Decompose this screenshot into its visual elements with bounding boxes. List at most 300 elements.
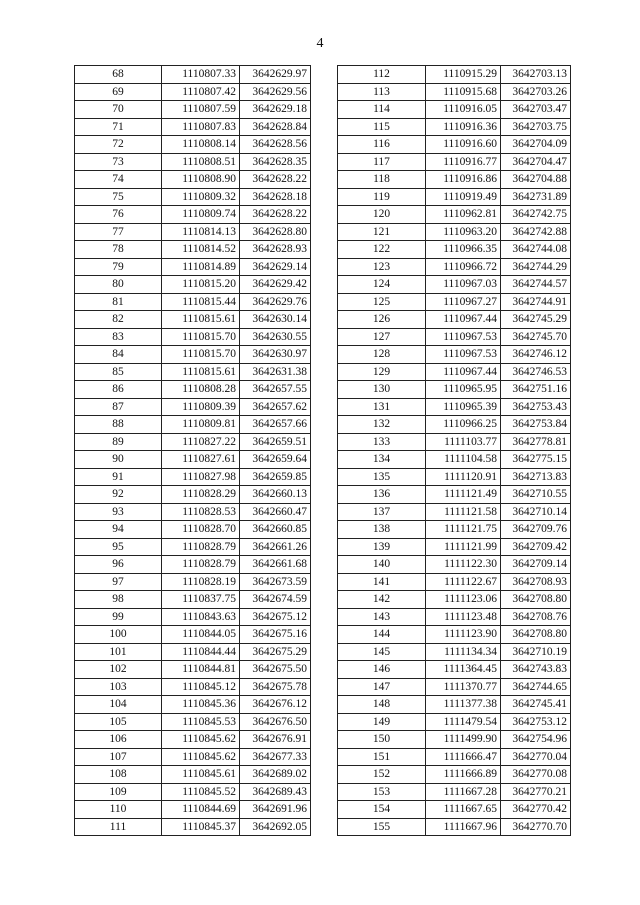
table-row <box>75 538 311 556</box>
y-coordinate-cell: 3642630.97 <box>240 346 311 364</box>
point-number-cell: 81 <box>75 293 162 311</box>
table-row <box>338 731 571 749</box>
point-number-cell: 79 <box>75 258 162 276</box>
table-row <box>338 696 571 714</box>
y-coordinate-cell: 3642703.26 <box>501 83 571 101</box>
x-coordinate-cell: 1111667.65 <box>426 801 501 819</box>
point-number-cell: 130 <box>338 381 426 399</box>
point-number-cell: 100 <box>75 626 162 644</box>
x-coordinate-cell: 1110967.53 <box>426 328 501 346</box>
table-row <box>338 101 571 119</box>
table-row <box>338 346 571 364</box>
x-coordinate-cell: 1110963.20 <box>426 223 501 241</box>
y-coordinate-cell: 3642630.55 <box>240 328 311 346</box>
x-coordinate-cell: 1110967.03 <box>426 276 501 294</box>
point-number-cell: 148 <box>338 696 426 714</box>
table-row <box>75 293 311 311</box>
point-number-cell: 101 <box>75 643 162 661</box>
table-row <box>338 118 571 136</box>
x-coordinate-cell: 1111667.28 <box>426 783 501 801</box>
x-coordinate-cell: 1110845.53 <box>162 713 240 731</box>
y-coordinate-cell: 3642753.84 <box>501 416 571 434</box>
point-number-cell: 136 <box>338 486 426 504</box>
coordinates-table-right <box>337 65 571 836</box>
x-coordinate-cell: 1111666.89 <box>426 766 501 784</box>
y-coordinate-cell: 3642745.70 <box>501 328 571 346</box>
x-coordinate-cell: 1110844.69 <box>162 801 240 819</box>
table-row <box>338 451 571 469</box>
point-number-cell: 138 <box>338 521 426 539</box>
y-coordinate-cell: 3642710.19 <box>501 643 571 661</box>
point-number-cell: 69 <box>75 83 162 101</box>
x-coordinate-cell: 1111370.77 <box>426 678 501 696</box>
point-number-cell: 120 <box>338 206 426 224</box>
x-coordinate-cell: 1110807.59 <box>162 101 240 119</box>
y-coordinate-cell: 3642778.81 <box>501 433 571 451</box>
x-coordinate-cell: 1110967.53 <box>426 346 501 364</box>
point-number-cell: 107 <box>75 748 162 766</box>
table-row <box>75 783 311 801</box>
table-row <box>75 573 311 591</box>
point-number-cell: 74 <box>75 171 162 189</box>
y-coordinate-cell: 3642628.22 <box>240 206 311 224</box>
point-number-cell: 126 <box>338 311 426 329</box>
x-coordinate-cell: 1110845.62 <box>162 748 240 766</box>
y-coordinate-cell: 3642703.13 <box>501 66 571 84</box>
point-number-cell: 139 <box>338 538 426 556</box>
y-coordinate-cell: 3642657.62 <box>240 398 311 416</box>
y-coordinate-cell: 3642744.08 <box>501 241 571 259</box>
point-number-cell: 149 <box>338 713 426 731</box>
table-row <box>338 556 571 574</box>
x-coordinate-cell: 1111667.96 <box>426 818 501 836</box>
x-coordinate-cell: 1110966.25 <box>426 416 501 434</box>
point-number-cell: 86 <box>75 381 162 399</box>
point-number-cell: 75 <box>75 188 162 206</box>
x-coordinate-cell: 1111123.06 <box>426 591 501 609</box>
point-number-cell: 118 <box>338 171 426 189</box>
point-number-cell: 83 <box>75 328 162 346</box>
x-coordinate-cell: 1110915.29 <box>426 66 501 84</box>
table-row <box>338 766 571 784</box>
point-number-cell: 134 <box>338 451 426 469</box>
table-row <box>75 241 311 259</box>
table-row <box>75 468 311 486</box>
table-row <box>75 136 311 154</box>
table-row <box>75 818 311 836</box>
y-coordinate-cell: 3642754.96 <box>501 731 571 749</box>
x-coordinate-cell: 1110815.70 <box>162 328 240 346</box>
point-number-cell: 94 <box>75 521 162 539</box>
table-row <box>75 416 311 434</box>
point-number-cell: 137 <box>338 503 426 521</box>
x-coordinate-cell: 1111122.67 <box>426 573 501 591</box>
table-row <box>75 171 311 189</box>
y-coordinate-cell: 3642660.13 <box>240 486 311 504</box>
table-row <box>75 311 311 329</box>
point-number-cell: 85 <box>75 363 162 381</box>
point-number-cell: 68 <box>75 66 162 84</box>
point-number-cell: 97 <box>75 573 162 591</box>
table-row <box>338 241 571 259</box>
x-coordinate-cell: 1111364.45 <box>426 661 501 679</box>
x-coordinate-cell: 1110815.61 <box>162 311 240 329</box>
y-coordinate-cell: 3642629.97 <box>240 66 311 84</box>
x-coordinate-cell: 1111123.48 <box>426 608 501 626</box>
y-coordinate-cell: 3642709.42 <box>501 538 571 556</box>
y-coordinate-cell: 3642709.14 <box>501 556 571 574</box>
x-coordinate-cell: 1110809.81 <box>162 416 240 434</box>
table-row <box>75 661 311 679</box>
y-coordinate-cell: 3642710.14 <box>501 503 571 521</box>
y-coordinate-cell: 3642661.26 <box>240 538 311 556</box>
table-row <box>75 153 311 171</box>
point-number-cell: 78 <box>75 241 162 259</box>
point-number-cell: 77 <box>75 223 162 241</box>
point-number-cell: 145 <box>338 643 426 661</box>
table-row <box>75 626 311 644</box>
table-row <box>338 83 571 101</box>
table-row <box>75 766 311 784</box>
y-coordinate-cell: 3642629.14 <box>240 258 311 276</box>
table-row <box>75 643 311 661</box>
x-coordinate-cell: 1110967.44 <box>426 363 501 381</box>
y-coordinate-cell: 3642710.55 <box>501 486 571 504</box>
point-number-cell: 133 <box>338 433 426 451</box>
point-number-cell: 115 <box>338 118 426 136</box>
point-number-cell: 150 <box>338 731 426 749</box>
point-number-cell: 140 <box>338 556 426 574</box>
point-number-cell: 91 <box>75 468 162 486</box>
table-row <box>75 451 311 469</box>
table-row <box>338 503 571 521</box>
y-coordinate-cell: 3642628.80 <box>240 223 311 241</box>
point-number-cell: 153 <box>338 783 426 801</box>
y-coordinate-cell: 3642770.70 <box>501 818 571 836</box>
x-coordinate-cell: 1110828.53 <box>162 503 240 521</box>
point-number-cell: 106 <box>75 731 162 749</box>
point-number-cell: 87 <box>75 398 162 416</box>
y-coordinate-cell: 3642746.12 <box>501 346 571 364</box>
point-number-cell: 88 <box>75 416 162 434</box>
y-coordinate-cell: 3642628.56 <box>240 136 311 154</box>
table-row <box>75 556 311 574</box>
x-coordinate-cell: 1111122.30 <box>426 556 501 574</box>
y-coordinate-cell: 3642775.15 <box>501 451 571 469</box>
y-coordinate-cell: 3642753.12 <box>501 713 571 731</box>
y-coordinate-cell: 3642704.88 <box>501 171 571 189</box>
point-number-cell: 123 <box>338 258 426 276</box>
table-row <box>338 398 571 416</box>
point-number-cell: 111 <box>75 818 162 836</box>
table-row <box>75 731 311 749</box>
point-number-cell: 99 <box>75 608 162 626</box>
y-coordinate-cell: 3642709.76 <box>501 521 571 539</box>
x-coordinate-cell: 1111134.34 <box>426 643 501 661</box>
x-coordinate-cell: 1110962.81 <box>426 206 501 224</box>
y-coordinate-cell: 3642753.43 <box>501 398 571 416</box>
table-row <box>338 486 571 504</box>
y-coordinate-cell: 3642708.93 <box>501 573 571 591</box>
table-row <box>338 608 571 626</box>
y-coordinate-cell: 3642742.75 <box>501 206 571 224</box>
table-row <box>75 381 311 399</box>
x-coordinate-cell: 1111377.38 <box>426 696 501 714</box>
x-coordinate-cell: 1110828.79 <box>162 556 240 574</box>
table-row <box>75 433 311 451</box>
y-coordinate-cell: 3642703.75 <box>501 118 571 136</box>
table-row <box>338 171 571 189</box>
x-coordinate-cell: 1110809.39 <box>162 398 240 416</box>
point-number-cell: 117 <box>338 153 426 171</box>
table-row <box>75 503 311 521</box>
x-coordinate-cell: 1110916.36 <box>426 118 501 136</box>
x-coordinate-cell: 1111104.58 <box>426 451 501 469</box>
table-row <box>75 223 311 241</box>
x-coordinate-cell: 1110808.28 <box>162 381 240 399</box>
x-coordinate-cell: 1110815.61 <box>162 363 240 381</box>
x-coordinate-cell: 1110845.61 <box>162 766 240 784</box>
point-number-cell: 135 <box>338 468 426 486</box>
point-number-cell: 147 <box>338 678 426 696</box>
x-coordinate-cell: 1110965.39 <box>426 398 501 416</box>
y-coordinate-cell: 3642628.84 <box>240 118 311 136</box>
y-coordinate-cell: 3642708.80 <box>501 626 571 644</box>
x-coordinate-cell: 1110828.19 <box>162 573 240 591</box>
table-row <box>338 258 571 276</box>
y-coordinate-cell: 3642628.93 <box>240 241 311 259</box>
x-coordinate-cell: 1110814.13 <box>162 223 240 241</box>
point-number-cell: 82 <box>75 311 162 329</box>
y-coordinate-cell: 3642659.51 <box>240 433 311 451</box>
point-number-cell: 151 <box>338 748 426 766</box>
point-number-cell: 131 <box>338 398 426 416</box>
x-coordinate-cell: 1110916.86 <box>426 171 501 189</box>
y-coordinate-cell: 3642770.21 <box>501 783 571 801</box>
y-coordinate-cell: 3642630.14 <box>240 311 311 329</box>
x-coordinate-cell: 1110844.44 <box>162 643 240 661</box>
x-coordinate-cell: 1111479.54 <box>426 713 501 731</box>
y-coordinate-cell: 3642692.05 <box>240 818 311 836</box>
point-number-cell: 116 <box>338 136 426 154</box>
x-coordinate-cell: 1110844.81 <box>162 661 240 679</box>
x-coordinate-cell: 1110828.29 <box>162 486 240 504</box>
x-coordinate-cell: 1111121.75 <box>426 521 501 539</box>
y-coordinate-cell: 3642675.12 <box>240 608 311 626</box>
coordinates-table-left <box>74 65 311 836</box>
point-number-cell: 125 <box>338 293 426 311</box>
table-row <box>75 713 311 731</box>
x-coordinate-cell: 1110845.37 <box>162 818 240 836</box>
y-coordinate-cell: 3642713.83 <box>501 468 571 486</box>
table-row <box>338 626 571 644</box>
table-row <box>75 101 311 119</box>
point-number-cell: 124 <box>338 276 426 294</box>
point-number-cell: 92 <box>75 486 162 504</box>
x-coordinate-cell: 1110808.90 <box>162 171 240 189</box>
y-coordinate-cell: 3642675.29 <box>240 643 311 661</box>
y-coordinate-cell: 3642676.12 <box>240 696 311 714</box>
y-coordinate-cell: 3642675.50 <box>240 661 311 679</box>
table-row <box>75 66 311 84</box>
y-coordinate-cell: 3642629.42 <box>240 276 311 294</box>
x-coordinate-cell: 1110815.44 <box>162 293 240 311</box>
table-row <box>75 521 311 539</box>
point-number-cell: 80 <box>75 276 162 294</box>
point-number-cell: 146 <box>338 661 426 679</box>
table-row <box>338 713 571 731</box>
table-row <box>338 468 571 486</box>
table-row <box>338 521 571 539</box>
point-number-cell: 141 <box>338 573 426 591</box>
y-coordinate-cell: 3642676.91 <box>240 731 311 749</box>
point-number-cell: 142 <box>338 591 426 609</box>
point-number-cell: 104 <box>75 696 162 714</box>
table-row <box>75 206 311 224</box>
table-row <box>75 748 311 766</box>
table-row <box>338 678 571 696</box>
table-row <box>75 696 311 714</box>
x-coordinate-cell: 1111120.91 <box>426 468 501 486</box>
x-coordinate-cell: 1110967.44 <box>426 311 501 329</box>
table-row <box>338 66 571 84</box>
x-coordinate-cell: 1110916.60 <box>426 136 501 154</box>
x-coordinate-cell: 1110965.95 <box>426 381 501 399</box>
point-number-cell: 93 <box>75 503 162 521</box>
x-coordinate-cell: 1110843.63 <box>162 608 240 626</box>
point-number-cell: 102 <box>75 661 162 679</box>
table-row <box>338 783 571 801</box>
y-coordinate-cell: 3642770.42 <box>501 801 571 819</box>
y-coordinate-cell: 3642746.53 <box>501 363 571 381</box>
y-coordinate-cell: 3642745.29 <box>501 311 571 329</box>
point-number-cell: 154 <box>338 801 426 819</box>
x-coordinate-cell: 1110916.05 <box>426 101 501 119</box>
x-coordinate-cell: 1110845.12 <box>162 678 240 696</box>
x-coordinate-cell: 1110827.98 <box>162 468 240 486</box>
y-coordinate-cell: 3642704.47 <box>501 153 571 171</box>
point-number-cell: 90 <box>75 451 162 469</box>
x-coordinate-cell: 1110807.83 <box>162 118 240 136</box>
y-coordinate-cell: 3642660.47 <box>240 503 311 521</box>
x-coordinate-cell: 1110827.61 <box>162 451 240 469</box>
point-number-cell: 105 <box>75 713 162 731</box>
y-coordinate-cell: 3642628.35 <box>240 153 311 171</box>
x-coordinate-cell: 1110815.70 <box>162 346 240 364</box>
point-number-cell: 70 <box>75 101 162 119</box>
table-row <box>338 643 571 661</box>
table-row <box>75 276 311 294</box>
table-row <box>338 276 571 294</box>
table-row <box>338 573 571 591</box>
y-coordinate-cell: 3642708.76 <box>501 608 571 626</box>
table-row <box>338 416 571 434</box>
table-row <box>75 363 311 381</box>
y-coordinate-cell: 3642660.85 <box>240 521 311 539</box>
y-coordinate-cell: 3642744.57 <box>501 276 571 294</box>
y-coordinate-cell: 3642629.18 <box>240 101 311 119</box>
y-coordinate-cell: 3642745.41 <box>501 696 571 714</box>
x-coordinate-cell: 1111121.99 <box>426 538 501 556</box>
table-row <box>338 818 571 836</box>
table-row <box>338 538 571 556</box>
y-coordinate-cell: 3642657.55 <box>240 381 311 399</box>
x-coordinate-cell: 1110814.89 <box>162 258 240 276</box>
x-coordinate-cell: 1111121.49 <box>426 486 501 504</box>
table-row <box>338 381 571 399</box>
table-row <box>338 136 571 154</box>
point-number-cell: 84 <box>75 346 162 364</box>
point-number-cell: 119 <box>338 188 426 206</box>
y-coordinate-cell: 3642751.16 <box>501 381 571 399</box>
point-number-cell: 71 <box>75 118 162 136</box>
table-row <box>75 486 311 504</box>
table-row <box>75 118 311 136</box>
table-row <box>75 328 311 346</box>
y-coordinate-cell: 3642744.29 <box>501 258 571 276</box>
point-number-cell: 128 <box>338 346 426 364</box>
y-coordinate-cell: 3642770.04 <box>501 748 571 766</box>
x-coordinate-cell: 1110828.79 <box>162 538 240 556</box>
x-coordinate-cell: 1110828.70 <box>162 521 240 539</box>
point-number-cell: 132 <box>338 416 426 434</box>
y-coordinate-cell: 3642689.43 <box>240 783 311 801</box>
x-coordinate-cell: 1110808.14 <box>162 136 240 154</box>
y-coordinate-cell: 3642628.18 <box>240 188 311 206</box>
y-coordinate-cell: 3642628.22 <box>240 171 311 189</box>
point-number-cell: 112 <box>338 66 426 84</box>
y-coordinate-cell: 3642691.96 <box>240 801 311 819</box>
page-number: 4 <box>316 36 324 51</box>
y-coordinate-cell: 3642708.80 <box>501 591 571 609</box>
point-number-cell: 114 <box>338 101 426 119</box>
y-coordinate-cell: 3642629.56 <box>240 83 311 101</box>
y-coordinate-cell: 3642675.78 <box>240 678 311 696</box>
table-row <box>75 346 311 364</box>
table-row <box>75 83 311 101</box>
point-number-cell: 95 <box>75 538 162 556</box>
table-row <box>338 748 571 766</box>
x-coordinate-cell: 1111499.90 <box>426 731 501 749</box>
x-coordinate-cell: 1111666.47 <box>426 748 501 766</box>
table-row <box>338 433 571 451</box>
table-row <box>338 591 571 609</box>
table-row <box>75 591 311 609</box>
table-row <box>338 311 571 329</box>
x-coordinate-cell: 1110837.75 <box>162 591 240 609</box>
y-coordinate-cell: 3642743.83 <box>501 661 571 679</box>
point-number-cell: 143 <box>338 608 426 626</box>
y-coordinate-cell: 3642704.09 <box>501 136 571 154</box>
y-coordinate-cell: 3642744.65 <box>501 678 571 696</box>
y-coordinate-cell: 3642677.33 <box>240 748 311 766</box>
table-row <box>75 801 311 819</box>
table-row <box>338 661 571 679</box>
x-coordinate-cell: 1110845.52 <box>162 783 240 801</box>
y-coordinate-cell: 3642689.02 <box>240 766 311 784</box>
point-number-cell: 155 <box>338 818 426 836</box>
point-number-cell: 72 <box>75 136 162 154</box>
x-coordinate-cell: 1111103.77 <box>426 433 501 451</box>
x-coordinate-cell: 1110845.62 <box>162 731 240 749</box>
point-number-cell: 152 <box>338 766 426 784</box>
x-coordinate-cell: 1110966.35 <box>426 241 501 259</box>
y-coordinate-cell: 3642629.76 <box>240 293 311 311</box>
y-coordinate-cell: 3642661.68 <box>240 556 311 574</box>
x-coordinate-cell: 1110807.33 <box>162 66 240 84</box>
x-coordinate-cell: 1110967.27 <box>426 293 501 311</box>
table-row <box>338 188 571 206</box>
